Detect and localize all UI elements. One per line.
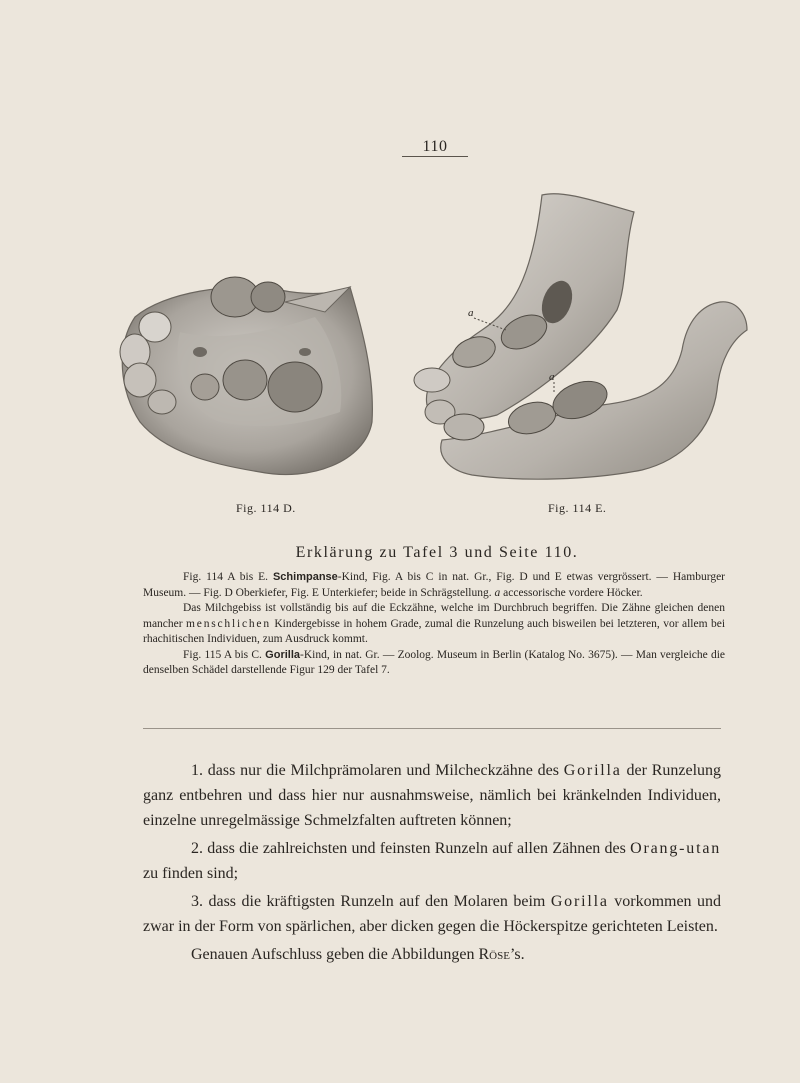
closing-paragraph xyxy=(143,942,721,967)
letter-a: a xyxy=(494,586,501,599)
text: 3. dass die kräftigsten Runzeln auf den Molaren beim xyxy=(191,893,546,910)
page-number: 110 xyxy=(422,138,448,155)
list-item xyxy=(143,889,721,939)
text: Fig. 115 A bis C. xyxy=(183,648,262,661)
emphasis: Gorilla xyxy=(563,762,622,779)
figure-114e-lower-jaw xyxy=(402,190,757,490)
list-item xyxy=(143,836,721,886)
caption-fig-114d: Fig. 114 D. xyxy=(236,501,296,515)
section-divider xyxy=(143,728,721,729)
figure-114d-upper-jaw xyxy=(110,262,390,487)
label-a-upper: a xyxy=(468,307,474,319)
text: 1. dass nur die Milchprämolaren und Milcheckzähne des xyxy=(191,762,559,779)
text: 2. dass die zahlreichsten und feinsten Runzeln auf allen Zähnen des xyxy=(191,840,626,857)
caption-fig-114e: Fig. 114 E. xyxy=(548,501,607,515)
text: -Kind, in nat. Gr. — Zoolog. Museum in Berlin (Katalog No. 3675). — Man vergleiche die denselben Schädel darstellende Figur 129 der Tafel 7. xyxy=(143,648,726,676)
emphasis: Gorilla xyxy=(550,893,609,910)
text: Das Milchgebiss ist vollständig bis auf die Eckzähne, welche im Durchbruch begriffen. Die Zähne gleichen denen mancher xyxy=(143,602,725,630)
emphasis: menschlichen xyxy=(186,617,271,630)
explanation-block xyxy=(143,570,725,679)
text: zu finden sind; xyxy=(143,865,239,882)
text: der Runzelung ganz entbehren und dass hier nur ausnahmsweise, nämlich bei kränkelnden Individuen, einzelne unregelmässige Schmelzfalten auftreten können; xyxy=(143,762,722,829)
explanation-paragraph xyxy=(143,570,725,601)
text: accessorische vordere Höcker. xyxy=(503,586,643,599)
species-name: Schimpanse xyxy=(272,571,338,583)
explanation-paragraph xyxy=(143,648,725,679)
text: vorkommen und zwar in der Form von spärlichen, aber dicken gegen die Höckerspitze gerichteten Leisten. xyxy=(143,893,722,935)
text: Genauen Aufschluss geben die Abbildungen xyxy=(191,946,475,963)
explanation-title: Erklärung zu Tafel 3 und Seite 110. xyxy=(295,544,579,561)
emphasis: Orang-utan xyxy=(630,840,722,857)
author-name: Röse xyxy=(478,946,510,963)
explanation-paragraph xyxy=(143,601,725,648)
body-text xyxy=(143,758,721,970)
page-number-rule xyxy=(402,156,468,157)
list-item xyxy=(143,758,721,833)
label-a-lower: a xyxy=(549,371,555,383)
text: -Kind, Fig. A bis C in nat. Gr., Fig. D und E etwas vergrössert. — Hamburger Museum. — Fig. D Oberkiefer, Fig. E Unterkiefer; beide in Schrägstellung. xyxy=(143,571,725,599)
text: ’s. xyxy=(509,946,525,963)
text: Kindergebisse in hohem Grade, zumal die Runzelung auch bisweilen bei letzteren, vor allem bei rhachitischen Individuen, zum Ausdruck kommt. xyxy=(143,617,726,645)
text: Fig. 114 A bis E. xyxy=(183,571,269,583)
species-name: Gorilla xyxy=(265,648,301,661)
